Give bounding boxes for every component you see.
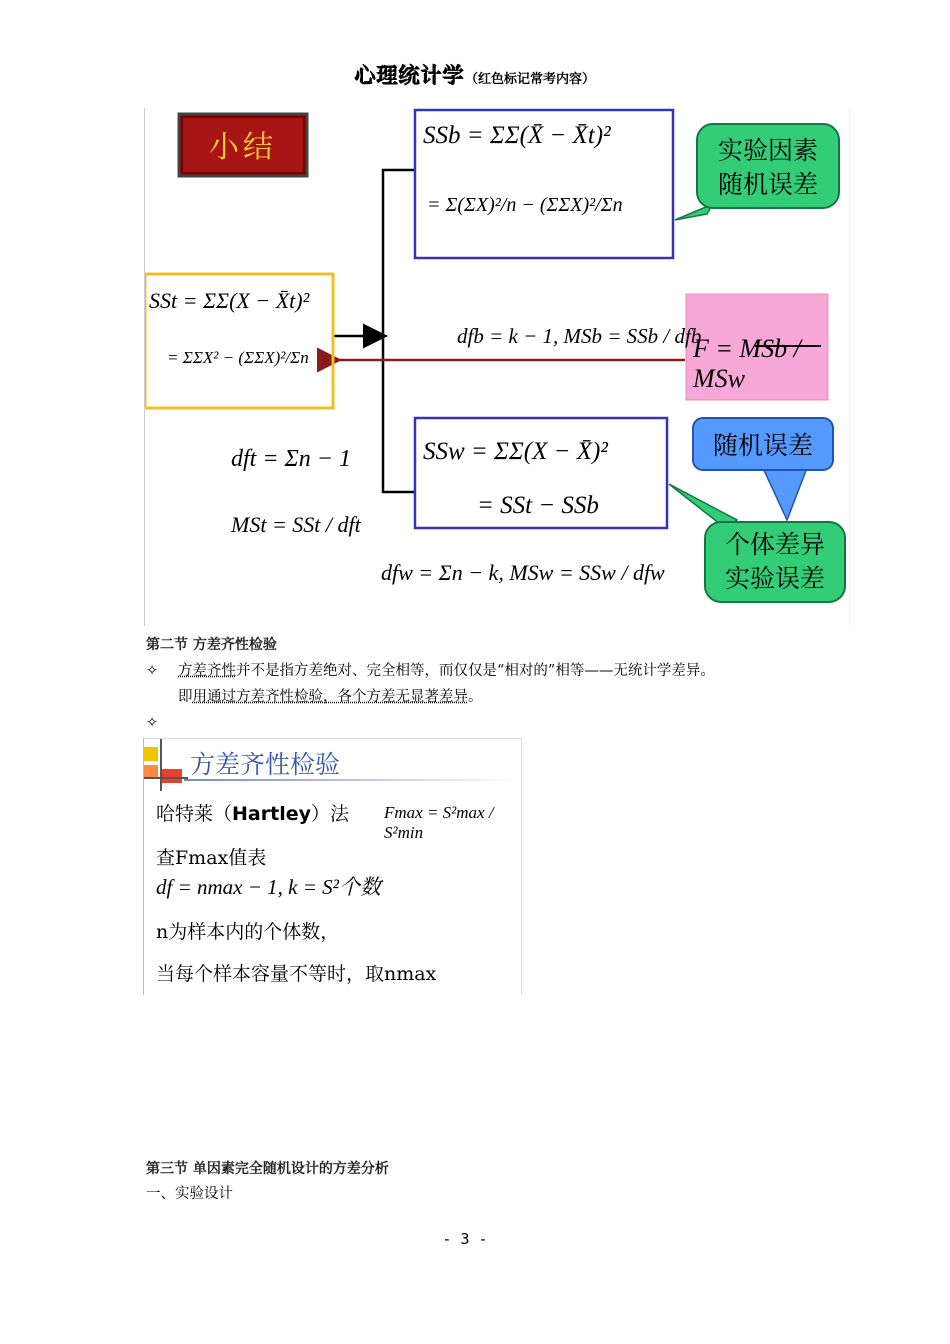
ssw-formula-line1: SSw = ΣΣ(X − X̄)² (423, 438, 608, 465)
ssb-formula-line1: SSb = ΣΣ(X̄ − X̄t)² (423, 122, 611, 149)
callout-line: 实验误差 (724, 564, 825, 593)
df-formula: df = nmax − 1, k = S²个数 (156, 875, 381, 899)
sst-formula-line1: SSt = ΣΣ(X − X̄t)² (149, 288, 310, 313)
bullet-text-line2: 即 (178, 689, 193, 705)
callout-line: 随机误差 (717, 170, 818, 199)
dft-formula: dft = Σn − 1 (231, 446, 351, 472)
ssb-formula-line2: = Σ(ΣX)²/n − (ΣΣX)²/Σn (427, 194, 623, 216)
dfw-msw-formula: dfw = Σn − k, MSw = SSw / dfw (381, 560, 665, 585)
sst-formula-line2: = ΣΣX² − (ΣΣX)²/Σn (167, 348, 309, 367)
hartley-method (156, 799, 349, 826)
summary-slide (144, 108, 850, 626)
fmax-formula: Fmax = S²max / S²min (384, 803, 494, 842)
callout-line: 实验因素 (717, 136, 818, 165)
section-heading: 第二节 方差齐性检验 (146, 637, 277, 653)
connector-lines (333, 170, 415, 492)
slide-decoration (144, 739, 188, 791)
bullet-text: 并不是指方差绝对、完全相等，而仅仅是“相对的”相等——无统计学差异。 (236, 663, 715, 679)
unequal-sample-text: 当每个样本容量不等时，取nmax (156, 963, 437, 985)
bullet-icon: ✧ (146, 715, 159, 731)
dfb-msb-formula: dfb = k − 1, MSb = SSb / dfb (457, 324, 702, 348)
page-number: - 3 - (442, 1230, 488, 1248)
n-description: n为样本内的个体数， (156, 921, 340, 943)
lookup-table-text: 查Fmax值表 (156, 847, 267, 869)
callout-individual-text (705, 528, 845, 596)
bullet-text-end: 。 (468, 689, 483, 705)
bullet-item (146, 658, 846, 736)
section-heading: 第三节 单因素完全随机设计的方差分析 (146, 1161, 389, 1177)
ssw-formula-line2: = SSt − SSb (477, 492, 599, 519)
title-underline (184, 779, 519, 781)
slide-title: 方差齐性检验 (190, 750, 341, 779)
header-subtitle: （红色标记常考内容） (464, 72, 595, 87)
header-title: 心理统计学 (354, 64, 465, 88)
bullet-text-underlined: 用通过方差齐性检验，各个方差无显著差异 (192, 689, 468, 705)
mst-formula: MSt = SSt / dft (231, 512, 361, 537)
page-header (0, 60, 950, 90)
homogeneity-slide (143, 738, 522, 995)
callout-random-text: 随机误差 (712, 431, 813, 460)
summary-box-label: 小结 (209, 130, 277, 165)
list-item: 一、实验设计 (146, 1186, 233, 1202)
callout-experimental-text (697, 134, 839, 202)
term-variance-homogeneity: 方差齐性 (178, 663, 236, 679)
bullet-icon: ✧ (146, 663, 159, 679)
hartley-pre: 哈特莱（ (156, 803, 233, 825)
callout-line: 个体差异 (724, 530, 825, 559)
hartley-name: Hartley (232, 803, 311, 825)
f-ratio-formula: F = MSb / MSw (693, 334, 801, 393)
hartley-post: ）法 (310, 803, 349, 825)
